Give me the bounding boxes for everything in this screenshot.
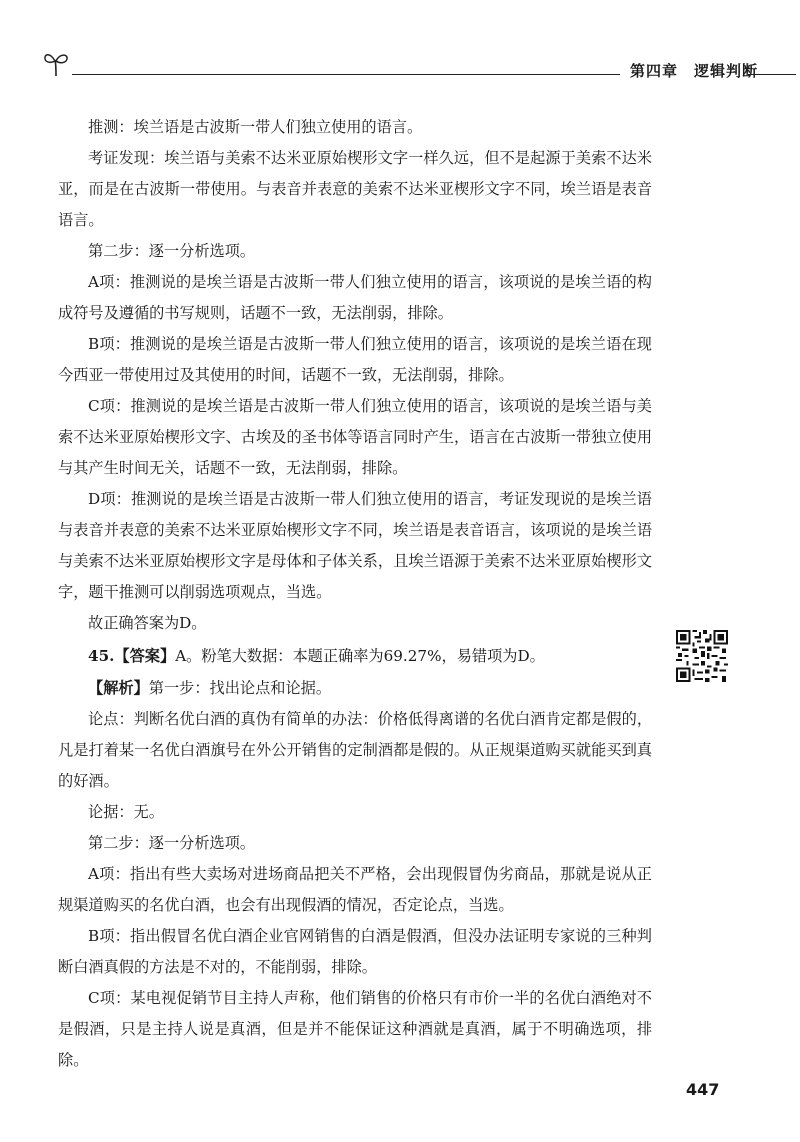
paragraph: 论点：判断名优白酒的真伪有简单的办法：价格低得离谱的名优白酒肯定都是假的，凡是打着某一名优白酒旗号在外公开销售的定制酒都是假的。从正规渠道购买就能买到真的好酒。 [58,710,652,790]
paragraph: A项：推测说的是埃兰语是古波斯一带人们独立使用的语言，该项说的是埃兰语的构成符号及遵循的书写规则，话题不一致，无法削弱，排除。 [58,273,652,322]
paragraph: 故正确答案为D。 [88,614,207,632]
paragraph: 论据：无。 [88,803,164,821]
paragraph: 推测：埃兰语是古波斯一带人们独立使用的语言。 [88,118,423,136]
answer-line [58,641,652,672]
paragraph: 考证发现：埃兰语与美索不达米亚原始楔形文字一样久远，但不是起源于美索不达米亚，而是在古波斯一带使用。与表音并表意的美索不达米亚楔形文字不同，埃兰语是表音语言。 [58,149,652,229]
paragraph: D项：推测说的是埃兰语是古波斯一带人们独立使用的语言，考证发现说的是埃兰语与表音并表意的美索不达米亚原始楔形文字不同，埃兰语是表音语言，该项说的是埃兰语与美索不达米亚原始楔形文字是母体和子体关系，且埃兰语源于美索不达米亚原始楔形文字，题干推测可以削弱选项观点，当选。 [58,490,652,601]
sprout-icon [42,48,72,78]
answer-label: 45.【答案】 [88,647,176,665]
page-header [42,48,758,84]
header-rule-left [72,74,620,75]
analysis-line [58,673,652,704]
paragraph: B项：指出假冒名优白酒企业官网销售的白酒是假酒，但没办法证明专家说的三种判断白酒真假的方法是不对的，不能削弱，排除。 [58,927,652,976]
paragraph: A项：指出有些大卖场对进场商品把关不严格，会出现假冒伪劣商品，那就是说从正规渠道购买的名优白酒，也会有出现假酒的情况，否定论点，当选。 [58,865,652,914]
header-rule-right [748,74,796,75]
paragraph: C项：推测说的是埃兰语是古波斯一带人们独立使用的语言，该项说的是埃兰语与美索不达米亚原始楔形文字、古埃及的圣书体等语言同时产生，语言在古波斯一带独立使用与其产生时间无关，话题不一致，无法削弱，排除。 [58,397,652,477]
paragraph: 第二步：逐一分析选项。 [88,834,256,852]
paragraph: C项：某电视促销节目主持人声称，他们销售的价格只有市价一半的名优白酒绝对不是假酒，只是主持人说是真酒，但是并不能保证这种酒就是真酒，属于不明确选项，排除。 [58,989,652,1069]
page-number: 447 [686,1080,720,1099]
qr-code-icon[interactable] [676,630,728,682]
analysis-text: 第一步：找出论点和论据。 [148,679,331,697]
chapter-title: 第四章 逻辑判断 [630,62,759,80]
analysis-label: 【解析】 [88,679,149,697]
paragraph: B项：推测说的是埃兰语是古波斯一带人们独立使用的语言，该项说的是埃兰语在现今西亚一带使用过及其使用的时间，话题不一致，无法削弱，排除。 [58,335,652,384]
page-body [58,112,652,1076]
answer-text: A。粉笔大数据：本题正确率为69.27%，易错项为D。 [175,647,545,665]
paragraph: 第二步：逐一分析选项。 [88,242,256,260]
